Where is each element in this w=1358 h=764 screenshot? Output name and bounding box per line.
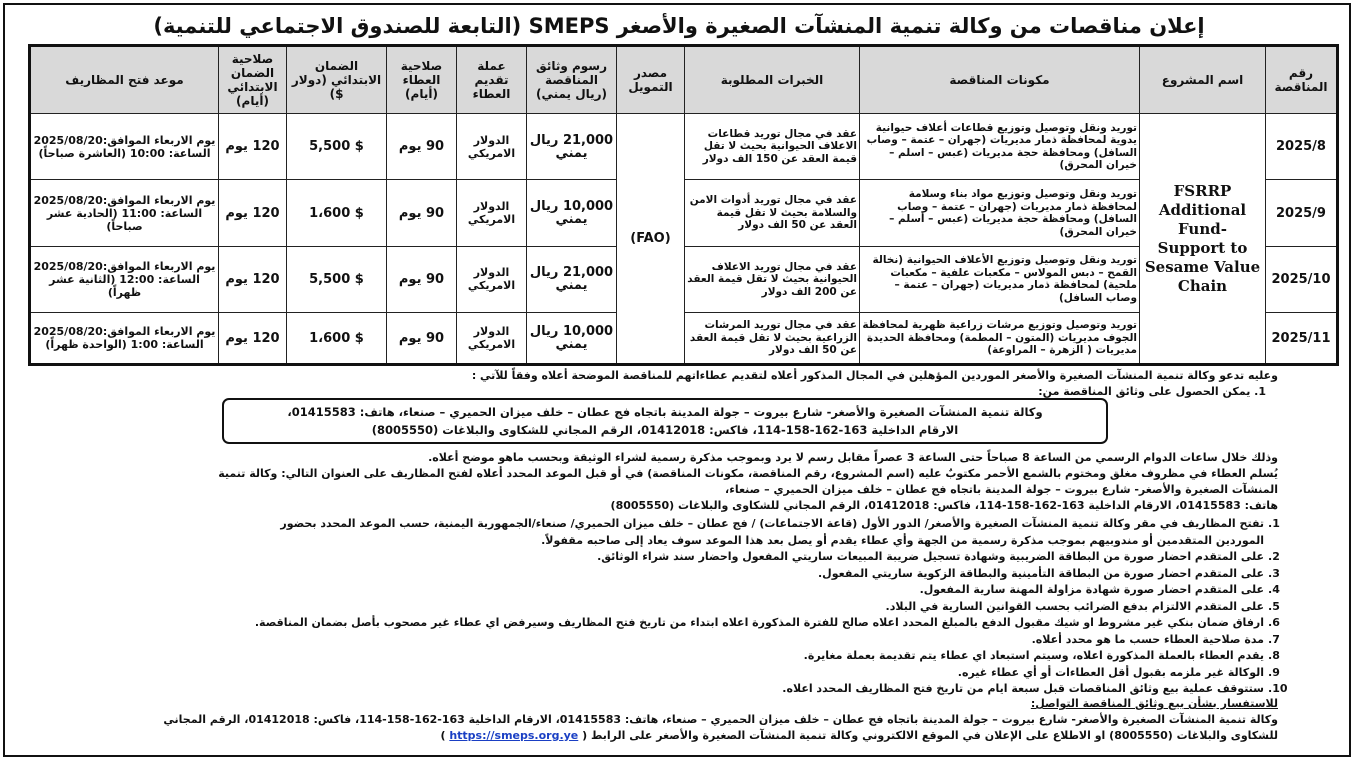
list-item [18, 681, 1288, 698]
header-bid-validity: صلاحية العطاء (أيام) [387, 46, 457, 114]
list-item [18, 549, 1288, 566]
list-number: 8. [1268, 649, 1280, 662]
header-fees: رسوم وثائق المناقصة (ريال يمني) [527, 46, 617, 114]
list-number: 9. [1268, 665, 1280, 679]
list-number: 4. [1268, 583, 1280, 596]
bid-guarantee: $ 5,500 [287, 114, 387, 180]
header-components: مكونات المناقصة [860, 46, 1140, 114]
required-experience: عقد في مجال توريد أدوات الامن والسلامة بحيث لا تقل قيمة العقد عن 50 الف دولار [685, 180, 860, 246]
bid-guarantee: $ 5,500 [287, 246, 387, 312]
item1-lead: 1. يمكن الحصول على وثائق المناقصة من: [1038, 385, 1266, 398]
list-item [18, 632, 1288, 649]
opening-date: يوم الاربعاء الموافق:2025/08/20 الساعة: 10:00 (العاشرة صباحاً) [30, 114, 219, 180]
list-number: 6. [1268, 616, 1280, 629]
list-text: ارفاق ضمان بنكي غير مشروط او شيك مقبول الدفع بالمبلغ المحدد اعلاه صالح للفترة المذكورة اعلاه ابتداء من تاريخ فتح المظاريف وسيرفض اي عطاء غير مصحوب بأصل بضمان المناقصة. [254, 616, 1264, 629]
table-header-row [30, 46, 1338, 114]
project-name: FSRRP Additional Fund- Support to Sesame Value Chain [1140, 114, 1266, 365]
list-item [18, 516, 1288, 533]
list-text: الوكالة غير ملزمه بقبول أقل العطاءات أو أي عطاء غيره. [957, 665, 1264, 679]
funding-source: (FAO) [617, 114, 685, 365]
list-item [18, 582, 1288, 599]
box-address-line: وكالة تنمية المنشآت الصغيرة والأصغر- شارع بيروت – جولة المدينة باتجاه فج عطان – خلف ميزان الحميري – صنعاء، هاتف: 01415583، [287, 405, 1043, 419]
table-row [30, 114, 1338, 180]
bid-guarantee: $ 1،600 [287, 313, 387, 365]
tender-fees: 21,000 ريال يمني [527, 114, 617, 180]
tender-number: 2025/10 [1266, 246, 1338, 312]
contact-line: وكالة تنمية المنشآت الصغيرة والأصغر- شارع بيروت – جولة المدينة باتجاه فج عطان – خلف ميزان الحميري – صنعاء، هاتف: 01415583، الارقام الداخلية 163-162-158-114، فاكس: 01412018، الرقم المجاني [163, 713, 1278, 726]
list-text: ستتوقف عملية بيع وثائق المناقصات قبل سبعة ايام من تاريخ فتح المظاريف المحدد اعلاه. [782, 682, 1264, 695]
documents-address-box [222, 398, 1108, 444]
list-number: 2. [1268, 550, 1280, 563]
page-title: إعلان مناقصات من وكالة تنمية المنشآت الصغيرة والأصغر SMEPS (التابعة للصندوق الاجتماعي للتنمية) [153, 14, 1205, 38]
conditions-list [18, 516, 1288, 698]
required-experience: عقد في مجال توريد المرشات الزراعية بحيث لا تقل قيمة العقد عن 50 الف دولار [685, 313, 860, 365]
bid-currency: الدولار الامريكي [457, 180, 527, 246]
guarantee-validity: 120 يوم [219, 180, 287, 246]
header-project-name: اسم المشروع [1140, 46, 1266, 114]
list-number: 3. [1268, 566, 1280, 580]
submission-address: المنشآت الصغيرة والأصغر- شارع بيروت – جولة المدينة باتجاه فج عطان – خلف ميزان الحميري – صنعاء، [725, 483, 1278, 496]
bid-validity: 90 يوم [387, 313, 457, 365]
list-item [18, 533, 1288, 550]
guarantee-validity: 120 يوم [219, 114, 287, 180]
opening-date: يوم الاربعاء الموافق:2025/08/20 الساعة: 11:00 (الحادية عشر صباحاً) [30, 180, 219, 246]
bid-currency: الدولار الامريكي [457, 114, 527, 180]
list-item [18, 648, 1288, 665]
bid-currency: الدولار الامريكي [457, 246, 527, 312]
intro-paragraph: وعليه تدعو وكالة تنمية المنشآت الصغيرة والأصغر الموردين المؤهلين في المجال المذكور أعلاه لتقديم عطاءاتهم للمناقصة الموضحة أعلاه وفقاً للآتي : [471, 369, 1278, 382]
submission-paragraph: يُسلم العطاء في مظروف مغلق ومختوم بالشمع الأحمر مكتوبٌ عليه (اسم المشروع، رقم المناقصة، مكونات المناقصة) في أو قبل الموعد المحدد أعلاه لفتح المظاريف على العنوان التالي: وكالة تنمية [218, 467, 1278, 480]
guarantee-validity: 120 يوم [219, 313, 287, 365]
list-item [18, 599, 1288, 616]
list-text: على المتقدم احضار صورة شهادة مزاولة المهنة سارية المفعول. [919, 583, 1264, 596]
header-funding: مصدر التمويل [617, 46, 685, 114]
list-text: على المتقدم الالتزام بدفع الضرائب بحسب القوانين السارية في البلاد. [885, 599, 1264, 613]
header-guarantee-validity: صلاحية الضمان الابتدائي (أيام) [219, 46, 287, 114]
list-text: على المتقدم احضار صورة من البطاقة التأمينية والبطاقة الزكوية ساريتي المفعول. [817, 566, 1264, 580]
contact-line-text: للشكاوى والبلاغات (8005550) او الاطلاع على الإعلان في الموقع الالكتروني وكالة تنمية المنشآت الصغيرة والأصغر على الرابط ( [582, 729, 1278, 742]
list-text: يقدم العطاء بالعملة المذكورة اعلاه، وسيتم استبعاد اي عطاء يتم تقديمة بعملة مغايرة. [803, 649, 1264, 662]
required-experience: عقد في مجال توريد قطاعات الاعلاف الحيوانية بحيث لا تقل قيمة العقد عن 150 الف دولار [685, 114, 860, 180]
bid-currency: الدولار الامريكي [457, 313, 527, 365]
list-number: 1. [1268, 517, 1280, 530]
list-number: 5. [1268, 599, 1280, 613]
contact-line [163, 728, 1278, 744]
header-guarantee: الضمان الابتدائي (دولار $) [287, 46, 387, 114]
opening-date: يوم الاربعاء الموافق:2025/08/20 الساعة: 1:00 (الواحدة ظهراً) [30, 313, 219, 365]
tender-components: توريد ونقل وتوصيل وتوزيع الأعلاف الحيوانية (نخالة القمح – دبس المولاس – مكعبات علفية – مكعبات ملحية) لمحافظة ذمار مديريات (جهران – عتمة – وصاب السافل) [860, 246, 1140, 312]
tenders-table-wrapper [28, 44, 1336, 366]
tender-components: توريد ونقل وتوصيل وتوزيع مواد بناء وسلامة لمحافظة ذمار مديريات (جهران – عتمة – وصاب السافل) ومحافظة حجة مديريات (عبس – أسلم – خيران المحرق) [860, 180, 1140, 246]
tender-number: 2025/9 [1266, 180, 1338, 246]
tender-components: توريد ونقل وتوصيل وتوزيع قطاعات أعلاف حيوانية يدوية لمحافظة ذمار مديريات (جهران – عتمة – وصاب السافل) ومحافظة حجة مديريات (عبس – اسلم – خيران المحرق) [860, 114, 1140, 180]
list-text: على المتقدم احضار صورة من البطاقة الضريبية وشهادة تسجيل ضريبة المبيعات ساريتي المفعول واحضار سند شراء الوثائق. [597, 550, 1264, 563]
header-experience: الخبرات المطلوبة [685, 46, 860, 114]
contact-block [163, 712, 1278, 744]
list-item [18, 615, 1288, 632]
required-experience: عقد في مجال توريد الاعلاف الحيوانية بحيث لا تقل قيمة العقد عن 200 الف دولار [685, 246, 860, 312]
bid-validity: 90 يوم [387, 180, 457, 246]
tenders-table [28, 44, 1339, 366]
header-currency: عملة تقديم العطاء [457, 46, 527, 114]
list-text: مدة صلاحية العطاء حسب ما هو محدد أعلاه. [1031, 632, 1264, 646]
bid-guarantee: $ 1،600 [287, 180, 387, 246]
tender-components: توريد وتوصيل وتوزيع مرشات زراعية ظهرية لمحافظة الجوف مديريات (المتون – المطمة) ومحافظة الحديدة مديريات ( الزهرة – المراوعة) [860, 313, 1140, 365]
header-tender-number: رقم المناقصة [1266, 46, 1338, 114]
list-number: 10. [1268, 682, 1288, 695]
hours-paragraph: وذلك خلال ساعات الدوام الرسمي من الساعة 8 صباحاً حتى الساعة 3 عصراً مقابل رسم لا يرد وبموجب مذكرة رسمية لشراء الوثيقة وبحسب ماهو موضح أعلاه. [428, 451, 1278, 464]
tender-fees: 21,000 ريال يمني [527, 246, 617, 312]
list-text: تفتح المظاريف في مقر وكالة تنمية المنشآت الصغيرة والأصغر/ الدور الأول (قاعة الاجتماعات) / فج عطان – خلف ميزان الحميري/ صنعاء/الجمهورية اليمنية، حسب الموعد المحدد بحضور [280, 517, 1264, 530]
guarantee-validity: 120 يوم [219, 246, 287, 312]
list-text: الموردين المتقدمين أو مندوبيهم بموجب مذكرة رسمية من الجهة وأي عطاء يقدم أو يصل بعد هذا الموعد سوف يعاد إلى صاحبه مقفولاً. [541, 533, 1264, 547]
tender-number: 2025/11 [1266, 313, 1338, 365]
submission-phones: هاتف: 01415583، الارقام الداخلية 163-162-158-114، فاكس: 01412018، الرقم المجاني للشكاوى والبلاغات (8005550) [610, 499, 1278, 512]
bid-validity: 90 يوم [387, 114, 457, 180]
box-phones-line: الارقام الداخلية 163-162-158-114، فاكس: 01412018، الرقم المجاني للشكاوى والبلاغات (8005550) [371, 423, 959, 437]
bid-validity: 90 يوم [387, 246, 457, 312]
opening-date: يوم الاربعاء الموافق:2025/08/20 الساعة: 12:00 (الثانية عشر ظهراً) [30, 246, 219, 312]
tender-fees: 10,000 ريال يمني [527, 313, 617, 365]
list-item [18, 566, 1288, 583]
contact-line-end: ) [440, 729, 446, 742]
list-number: 7. [1268, 632, 1280, 646]
tender-number: 2025/8 [1266, 114, 1338, 180]
header-opening-date: موعد فتح المظاريف [30, 46, 219, 114]
tender-fees: 10,000 ريال يمني [527, 180, 617, 246]
contact-heading: للاستفسار بشأن بيع وثائق المناقصة التواصل: [1030, 697, 1278, 710]
list-item [18, 665, 1288, 682]
website-link[interactable]: https://smeps.org.ye [449, 729, 579, 742]
